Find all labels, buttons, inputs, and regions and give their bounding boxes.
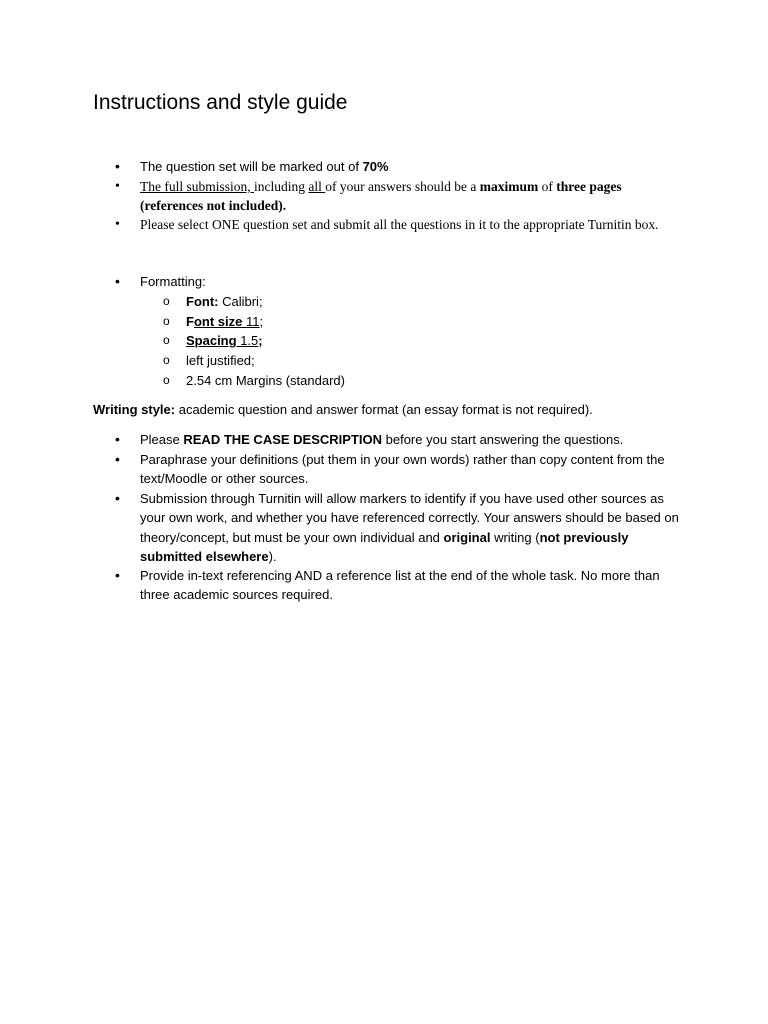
- list-item-formatting: [140, 272, 680, 291]
- sublist-item-margins: [186, 371, 345, 390]
- document-title: Instructions and style guide: [93, 91, 348, 114]
- spacing-semicolon: ;: [258, 333, 263, 348]
- marked-text: The question set will be marked out of: [140, 159, 363, 174]
- list-item-submission: [140, 177, 680, 216]
- margins-text: 2.54 cm Margins (standard): [186, 373, 345, 388]
- answers-text: of your answers should be a: [325, 179, 480, 194]
- spacing-value: 1.5: [240, 333, 259, 348]
- three-pages-text: three pages (references not included).: [140, 179, 622, 214]
- sublist-item-font-size: [186, 312, 263, 331]
- list-item-select: [140, 215, 680, 234]
- sublist-item-spacing: [186, 331, 263, 350]
- font-label: Font:: [186, 294, 219, 309]
- font-value: Calibri;: [218, 294, 263, 309]
- referencing-text: Provide in-text referencing AND a reference list at the end of the whole task. No more than three academic sources required.: [140, 568, 660, 603]
- all-text: all: [308, 179, 326, 194]
- read-case-pre: Please: [140, 432, 184, 447]
- marked-value: 70%: [362, 159, 389, 174]
- not-previously-submitted-text: not previously submitted elsewhere: [140, 529, 629, 565]
- list-item-turnitin: [140, 489, 680, 567]
- list-item-referencing: [140, 566, 680, 605]
- writing-style-paragraph: [93, 400, 693, 419]
- formatting-label: Formatting:: [140, 274, 206, 289]
- list-item-read-case: [140, 430, 680, 449]
- font-size-value: 11;: [245, 314, 264, 329]
- spacing-label: Spacing: [186, 333, 241, 348]
- list-item-paraphrase: [140, 450, 680, 489]
- turnitin-post: ).: [268, 549, 277, 565]
- paraphrase-text: Paraphrase your definitions (put them in your own words) rather than copy content from the text/Moodle or other sources.: [140, 452, 665, 487]
- font-size-label: ont size: [193, 314, 246, 329]
- of-text: of: [538, 179, 557, 194]
- turnitin-pre: Submission through Turnitin will allow markers to identify if you have used other sources as your own work, and whether you have referenced correctly. Your answers should be based on theory/concept, but must be your own individual and: [140, 491, 679, 545]
- full-submission-text: The full submission,: [140, 179, 254, 194]
- select-text: Please select ONE question set and submit all the questions in it to the appropriate Turnitin box.: [140, 217, 659, 232]
- including-text: including: [254, 179, 309, 194]
- list-item-marked: [140, 157, 680, 176]
- read-case-post: before you start answering the questions.: [382, 432, 624, 447]
- turnitin-mid: writing (: [490, 529, 540, 545]
- justified-text: left justified;: [186, 353, 255, 368]
- font-size-label-initial: F: [186, 314, 194, 329]
- read-case-bold: READ THE CASE DESCRIPTION: [183, 432, 383, 447]
- writing-style-label: Writing style:: [93, 402, 176, 417]
- sublist-item-font: [186, 292, 263, 311]
- writing-style-text: academic question and answer format (an essay format is not required).: [175, 402, 593, 417]
- maximum-text: maximum: [479, 179, 539, 194]
- sublist-item-justified: [186, 351, 255, 370]
- original-text: original: [443, 529, 491, 545]
